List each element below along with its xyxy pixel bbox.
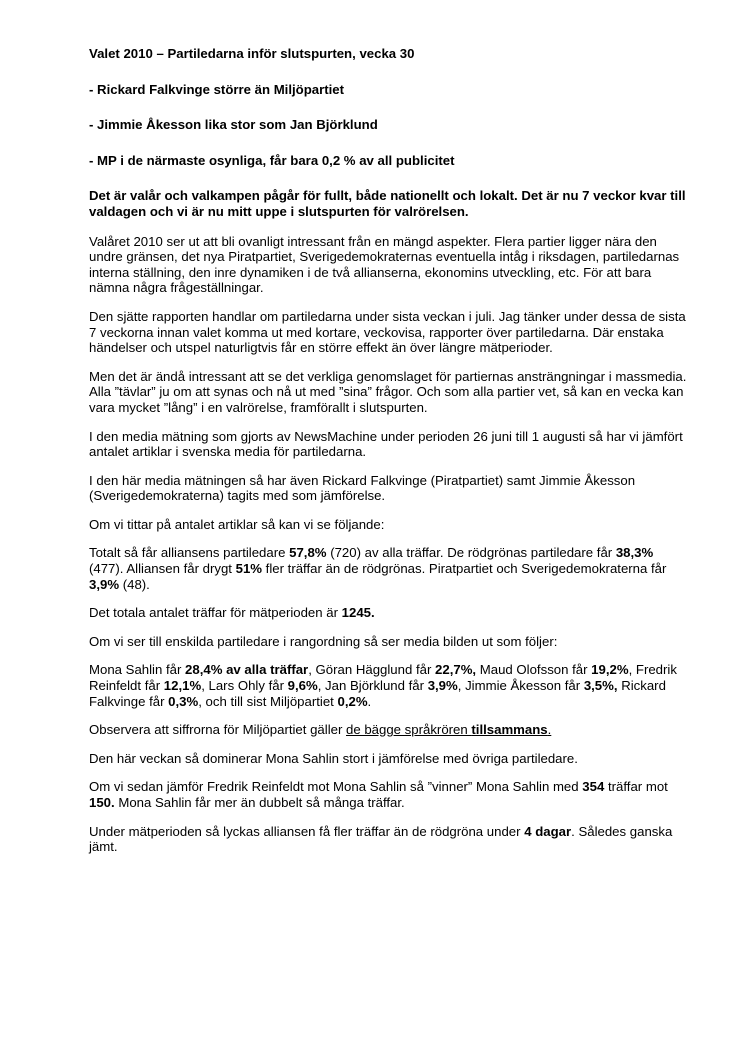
ohly-share: 9,6% (287, 678, 318, 694)
text-span: Totalt så får alliansens partiledare (89, 545, 290, 561)
paragraph-totals (89, 545, 689, 592)
note-period: . (547, 722, 552, 738)
paragraph-ranking-intro: Om vi ser till enskilda partiledare i rangordning så ser media bilden ut som följer: (89, 633, 558, 649)
paragraph-intro: Valåret 2010 ser ut att bli ovanligt intressant från en mängd aspekter. Flera partier ligger nära den undre gränsen, det nya Piratpartiet, Sverigedemokraternas eventuella intåg i riksdagen, partiledarnas interna ställning, den inre dynamiken i de två allianserna, ekonomins utveckling, etc. För att bara nämna några frågeställningar. (89, 233, 680, 296)
text-span: , Jimmie Åkesson får (457, 678, 584, 694)
akesson-share: 3,5%, (583, 678, 618, 694)
text-span: träffar mot (604, 779, 668, 795)
document-page (89, 46, 689, 855)
document-title: Valet 2010 – Partiledarna inför slutspurten, vecka 30 (89, 46, 415, 61)
headline-bullet-2: - Jimmie Åkesson lika stor som Jan Björklund (89, 117, 378, 133)
reinfeldt-share: 12,1% (163, 678, 202, 694)
paragraph-measurement: I den media mätning som gjorts av NewsMachine under perioden 26 juni till 1 augusti så har vi jämfört antalet artiklar i svenska media för partiledarna. (89, 428, 683, 460)
text-span: . (367, 693, 372, 709)
olofsson-share: 19,2% (591, 662, 629, 678)
days-count: 4 dagar (524, 823, 572, 839)
note-underlined: de bägge språkrören (346, 722, 472, 738)
redgreen-share: 38,3% (615, 545, 654, 561)
pirate-sd-share: 3,9% (89, 576, 120, 592)
paragraph-articles: Om vi tittar på antalet artiklar så kan vi se följande: (89, 516, 385, 532)
text-span: Mona Sahlin får mer än dubbelt så många träffar. (114, 795, 405, 810)
text-span: , och till sist Miljöpartiet (198, 693, 338, 709)
alliance-share: 57,8% (289, 545, 327, 561)
text-span: Om vi sedan jämför Fredrik Reinfeldt mot Mona Sahlin så ”vinner” Mona Sahlin med (89, 779, 583, 795)
note-together: tillsammans (471, 722, 548, 738)
text-span: Det totala antalet träffar för mätperioden är (89, 605, 342, 621)
text-span: , Fredrik Reinfeldt får (89, 662, 677, 694)
paragraph-head-to-head (89, 779, 689, 810)
text-span: , Göran Hägglund får (308, 662, 436, 678)
text-span: . Således ganska jämt. (89, 823, 673, 855)
text-span: Under mätperioden så lyckas alliansen få fler träffar än de rödgröna under (89, 823, 525, 839)
falkvinge-share: 0,3% (168, 693, 199, 709)
paragraph-dominance: Den här veckan så dominerar Mona Sahlin stort i jämförelse med övriga partiledare. (89, 750, 578, 766)
text-span: Maud Olofsson får (476, 662, 592, 678)
text-span: (48). (119, 576, 150, 592)
paragraph-ranking (89, 662, 689, 709)
text-span: (477). Alliansen får drygt (89, 561, 236, 577)
text-span: , Lars Ohly får (201, 678, 288, 694)
sahlin-hits: 354 (582, 779, 605, 795)
text-span: Mona Sahlin får (89, 662, 186, 678)
paragraph-total-hits (89, 605, 689, 621)
mp-share: 0,2% (337, 693, 368, 709)
text-span: , Jan Björklund får (317, 678, 428, 694)
text-span: fler träffar än de rödgrönas. Piratpartiet och Sverigedemokraterna får (262, 561, 667, 577)
alliance-lead: 51% (235, 561, 263, 577)
hagglund-share: 22,7%, (435, 662, 477, 678)
paragraph-note (89, 722, 689, 738)
bjorklund-share: 3,9% (427, 678, 458, 694)
paragraph-report: Den sjätte rapporten handlar om partiledarna under sista veckan i juli. Jag tänker under dessa de sista 7 veckorna innan valet komma ut med kortare, veckovisa, rapporter över partiledarna. Där enstaka händelser och utspel naturligtvis får en större effekt än över längre mätperioder. (89, 308, 686, 356)
reinfeldt-hits: 150. (89, 795, 115, 810)
paragraph-comparison: I den här media mätningen så har även Rickard Falkvinge (Piratpartiet) samt Jimmie Åkesson (Sverigedemokraterna) tagits med som jämförelse. (89, 472, 636, 504)
lead-paragraph: Det är valår och valkampen pågår för fullt, både nationellt och lokalt. Det är nu 7 veckor kvar till valdagen och vi är nu mitt uppe i slutspurten för valrörelsen. (89, 188, 686, 219)
sahlin-share: 28,4% av alla träffar (185, 662, 309, 678)
text-span: Rickard Falkvinge får (89, 678, 666, 709)
headline-bullet-1: - Rickard Falkvinge större än Miljöpartiet (89, 81, 345, 97)
total-hits: 1245. (341, 605, 375, 621)
paragraph-days (89, 824, 689, 855)
text-span: Observera att siffrorna för Miljöpartiet gäller (89, 722, 347, 738)
headline-bullet-3: - MP i de närmaste osynliga, får bara 0,2 % av all publicitet (89, 152, 455, 168)
paragraph-media: Men det är ändå intressant att se det verkliga genomslaget för partiernas ansträngningar i massmedia. Alla ”tävlar” ju om att synas och nå ut med ”sina” frågor. Och som alla partier vet, så kan en vecka kan vara mycket ”lång” i en valrörelse, framförallt i slutspurten. (89, 368, 687, 415)
text-span: (720) av alla träffar. De rödgrönas partiledare får (326, 545, 616, 561)
